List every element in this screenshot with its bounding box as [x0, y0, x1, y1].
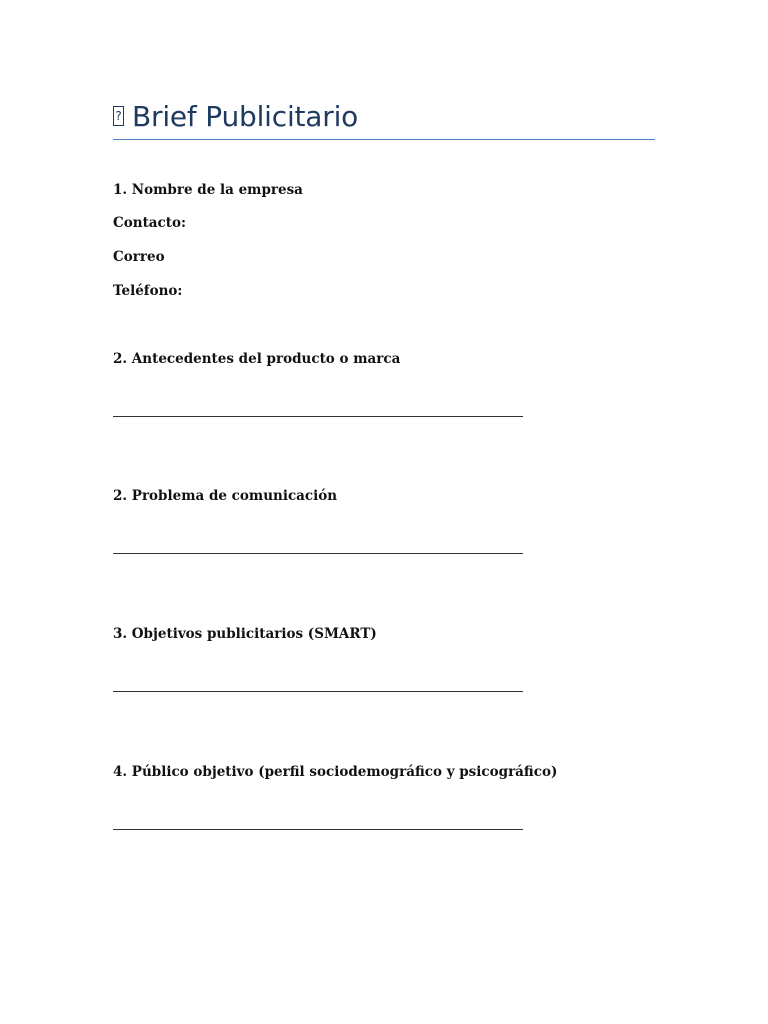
- answer-line-communication-problem: [113, 553, 523, 554]
- document-title: Brief Publicitario: [132, 99, 359, 133]
- section-heading-company-name: 1. Nombre de la empresa: [113, 182, 303, 198]
- title-divider: [113, 139, 655, 140]
- field-label-contact: Contacto:: [113, 215, 186, 231]
- section-heading-target-audience: 4. Público objetivo (perfil sociodemográfico y psicográfico): [113, 764, 558, 780]
- field-label-phone: Teléfono:: [113, 283, 183, 299]
- document-title-row: [113, 96, 358, 136]
- answer-line-target-audience: [113, 829, 523, 830]
- section-heading-communication-problem: 2. Problema de comunicación: [113, 488, 338, 504]
- answer-line-objectives: [113, 691, 523, 692]
- field-label-email: Correo: [113, 249, 165, 265]
- missing-glyph-icon: ?: [113, 106, 124, 126]
- answer-line-background: [113, 416, 523, 417]
- section-heading-background: 2. Antecedentes del producto o marca: [113, 351, 401, 367]
- section-heading-objectives: 3. Objetivos publicitarios (SMART): [113, 626, 377, 642]
